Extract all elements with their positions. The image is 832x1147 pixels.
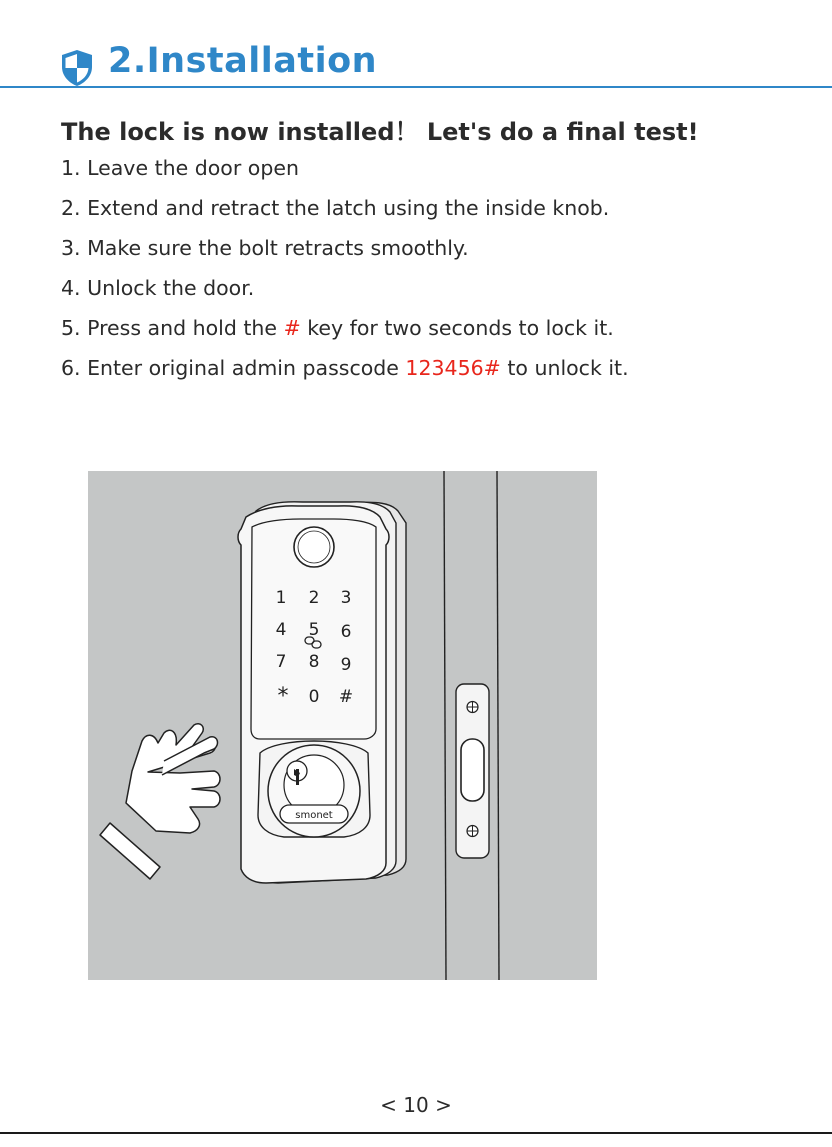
lock-body	[238, 502, 406, 883]
strike-plate	[456, 684, 489, 858]
lock-illustration	[88, 471, 597, 980]
fingerprint-sensor-icon	[294, 527, 334, 567]
key-hash: #	[338, 687, 354, 707]
step-item: 1. Leave the door open	[61, 156, 299, 180]
instruction-heading: The lock is now installed！ Let's do a final test!	[61, 118, 699, 146]
key-5: 5	[308, 620, 320, 640]
step-item: 2. Extend and retract the latch using the inside knob.	[61, 196, 610, 220]
header-divider	[0, 86, 832, 88]
section-title: 2.Installation	[108, 41, 378, 81]
key-2: 2	[308, 588, 320, 608]
key-9: 9	[340, 655, 352, 675]
key-8: 8	[308, 652, 320, 672]
highlight-key: #	[283, 316, 301, 340]
section-header	[0, 40, 832, 88]
key-7: 7	[275, 652, 287, 672]
step-item: 4. Unlock the door.	[61, 276, 255, 300]
key-3: 3	[340, 588, 352, 608]
step-item: 3. Make sure the bolt retracts smoothly.	[61, 236, 469, 260]
shield-icon	[59, 48, 95, 88]
highlight-passcode: 123456#	[405, 356, 501, 380]
key-star: *	[277, 684, 289, 709]
brand-logo: smonet	[295, 810, 333, 821]
step-item: 6. Enter original admin passcode 123456# to unlock it.	[61, 356, 629, 380]
key-1: 1	[275, 588, 287, 608]
step-item: 5. Press and hold the # key for two seconds to lock it.	[61, 316, 614, 340]
footer-divider	[0, 1132, 832, 1134]
page-number: < 10 >	[380, 1093, 452, 1117]
key-6: 6	[340, 622, 352, 642]
step-list	[61, 154, 629, 394]
key-4: 4	[275, 620, 287, 640]
key-0: 0	[308, 687, 320, 707]
